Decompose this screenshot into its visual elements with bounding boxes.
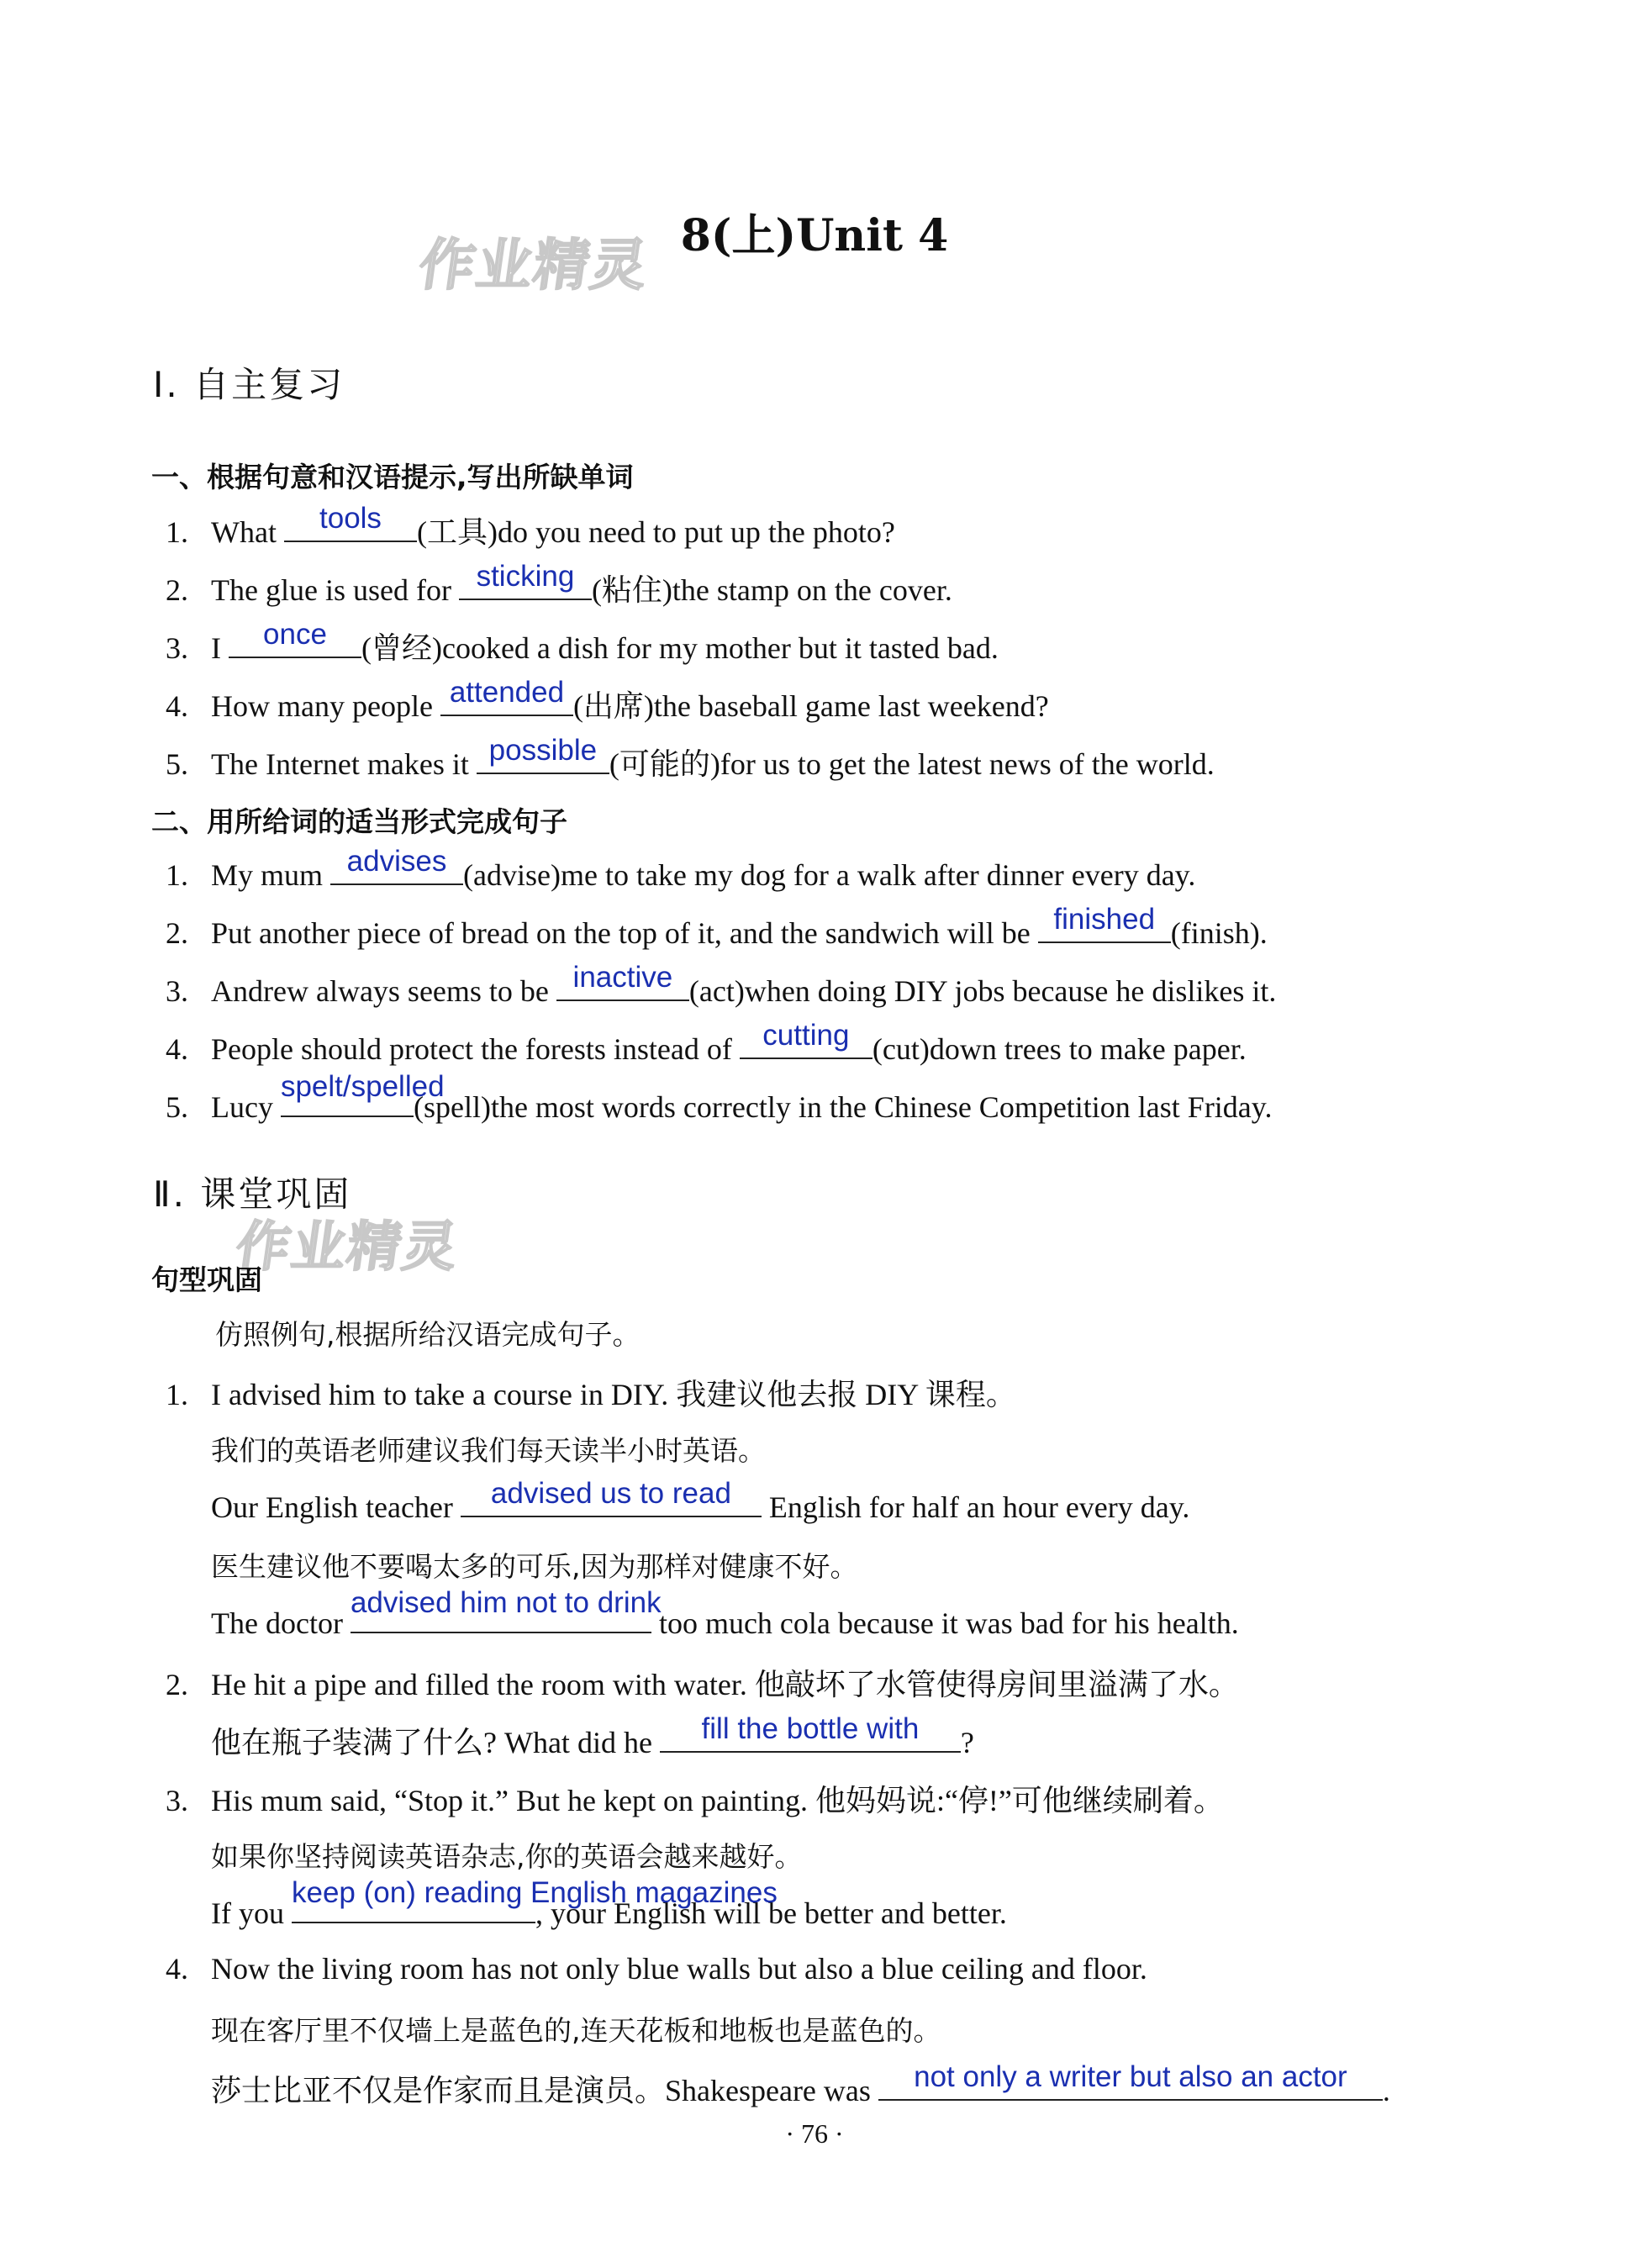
part1-item-4: 4. How many people attended (出席)the baseball game last weekend? xyxy=(166,676,1049,723)
answer-blank[interactable]: inactive xyxy=(556,971,689,1001)
answer-blank[interactable]: fill the bottle with xyxy=(660,1722,961,1753)
page-number: · 76 · xyxy=(785,2118,844,2149)
part2-heading: 二、用所给词的适当形式完成句子 xyxy=(151,805,567,838)
answer-blank[interactable]: advises xyxy=(330,855,463,885)
q1-cn-b: 医生建议他不要喝太多的可乐,因为那样对健康不好。 xyxy=(211,1550,858,1583)
part1-heading: 一、根据句意和汉语提示,写出所缺单词 xyxy=(151,461,634,493)
q4-question: 莎士比亚不仅是作家而且是演员。Shakespeare was not only a writer but also an actor . xyxy=(211,2060,1390,2107)
part1-item-2: 2. The glue is used for sticking (粘住)the stamp on the cover. xyxy=(166,560,952,607)
q3-example: 3. His mum said, “Stop it.” But he kept on painting. 他妈妈说:“停!”可他继续刷着。 xyxy=(166,1784,1224,1817)
part2-item-5: 5. Lucy spelt/spelled (spell)the most words correctly in the Chinese Competition last Friday. xyxy=(166,1070,1273,1124)
part2-item-1: 1. My mum advises (advise)me to take my dog for a walk after dinner every day. xyxy=(166,845,1196,892)
part2-item-4: 4. People should protect the forests instead of cutting (cut)down trees to make paper. xyxy=(166,1019,1247,1066)
section2-instruction: 仿照例句,根据所给汉语完成句子。 xyxy=(215,1318,641,1351)
part1-item-5: 5. The Internet makes it possible (可能的)for us to get the latest news of the world. xyxy=(166,734,1215,781)
q3-cn: 如果你坚持阅读英语杂志,你的英语会越来越好。 xyxy=(211,1840,803,1873)
answer-blank[interactable]: finished xyxy=(1038,913,1171,943)
q3-en: If you keep (on) reading English magazines , your English will be better and better. xyxy=(211,1876,1007,1930)
answer-blank[interactable]: once xyxy=(229,628,361,658)
section2-subheading: 句型巩固 xyxy=(151,1263,262,1296)
part1-item-1: 1. What tools (工具)do you need to put up the photo? xyxy=(166,502,895,549)
page-title: 8(上)Unit 4 xyxy=(680,210,949,261)
answer-blank[interactable]: spelt/spelled xyxy=(281,1087,414,1117)
q1-example: 1. I advised him to take a course in DIY. 我建议他去报 DIY 课程。 xyxy=(166,1378,1016,1411)
answer-blank[interactable]: keep (on) reading English magazines xyxy=(292,1893,535,1923)
part2-item-3: 3. Andrew always seems to be inactive (act)when doing DIY jobs because he dislikes it. xyxy=(166,961,1277,1008)
q1-en-b: The doctor advised him not to drink too much cola because it was bad for his health. xyxy=(211,1586,1239,1640)
watermark-top: 作业精灵 xyxy=(414,233,653,298)
q4-example-cn: 现在客厅里不仅墙上是蓝色的,连天花板和地板也是蓝色的。 xyxy=(211,2014,941,2047)
part2-item-2: 2. Put another piece of bread on the top of it, and the sandwich will be finished (finish). xyxy=(166,903,1268,950)
part1-item-3: 3. I once (曾经)cooked a dish for my mother but it tasted bad. xyxy=(166,618,999,665)
answer-blank[interactable]: not only a writer but also an actor xyxy=(878,2070,1383,2101)
q2-example: 2. He hit a pipe and filled the room with water. 他敲坏了水管使得房间里溢满了水。 xyxy=(166,1668,1239,1701)
answer-blank[interactable]: cutting xyxy=(740,1029,872,1059)
q1-en-a: Our English teacher advised us to read English for half an hour every day. xyxy=(211,1477,1190,1524)
answer-blank[interactable]: tools xyxy=(284,512,417,542)
watermark-mid: 作业精灵 xyxy=(231,1216,463,1279)
q2-question: 他在瓶子装满了什么? What did he fill the bottle with ? xyxy=(211,1712,974,1759)
section1-heading: Ⅰ. 自主复习 xyxy=(153,364,345,405)
answer-blank[interactable]: advised us to read xyxy=(461,1487,762,1517)
q1-cn-a: 我们的英语老师建议我们每天读半小时英语。 xyxy=(211,1434,766,1467)
answer-blank[interactable]: attended xyxy=(440,686,573,716)
answer-blank[interactable]: sticking xyxy=(459,570,592,600)
answer-blank[interactable]: possible xyxy=(477,744,609,774)
answer-blank[interactable]: advised him not to drink xyxy=(351,1603,651,1633)
section2-heading: Ⅱ. 课堂巩固 xyxy=(153,1174,352,1215)
q4-example: 4. Now the living room has not only blue walls but also a blue ceiling and floor. xyxy=(166,1952,1147,1986)
